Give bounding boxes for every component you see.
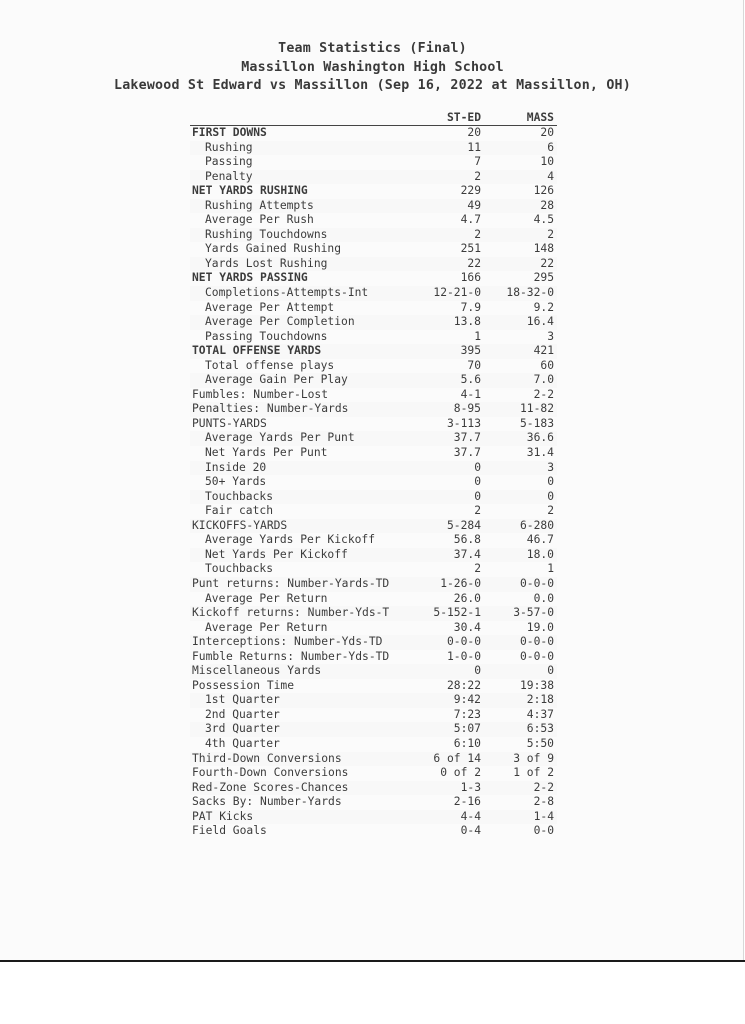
stat-label: Touchbacks bbox=[205, 489, 274, 503]
stat-value-team2: 18-32-0 bbox=[506, 286, 554, 300]
stat-label: KICKOFFS-YARDS bbox=[192, 518, 288, 532]
stat-label: Average Yards Per Punt bbox=[205, 431, 355, 445]
table-row bbox=[190, 577, 557, 592]
stat-value-team1: 49 bbox=[467, 198, 481, 212]
stat-value-team1: 56.8 bbox=[453, 533, 481, 547]
stat-value-team2: 20 bbox=[540, 126, 554, 139]
stat-value-team1: 0 bbox=[474, 664, 481, 678]
stat-value-team2: 22 bbox=[540, 256, 554, 270]
stat-value-team1: 37.7 bbox=[453, 431, 481, 445]
stat-value-team2: 3 bbox=[547, 329, 554, 343]
stat-value-team1: 20 bbox=[467, 126, 481, 139]
stat-value-team2: 295 bbox=[533, 271, 554, 285]
table-row bbox=[190, 810, 557, 825]
stat-value-team2: 4 bbox=[547, 169, 554, 183]
stat-value-team1: 30.4 bbox=[453, 620, 481, 634]
table-row bbox=[190, 184, 557, 199]
stat-value-team1: 1-3 bbox=[460, 780, 481, 794]
table-row bbox=[190, 664, 557, 679]
stat-label: Penalty bbox=[205, 169, 253, 183]
table-row bbox=[190, 795, 557, 810]
stat-value-team2: 1-4 bbox=[533, 809, 554, 823]
stat-value-team1: 0 of 2 bbox=[440, 766, 481, 780]
table-row bbox=[190, 679, 557, 694]
stat-value-team2: 4:37 bbox=[526, 707, 554, 721]
table-row bbox=[190, 548, 557, 563]
table-row bbox=[190, 271, 557, 286]
stat-value-team2: 126 bbox=[533, 184, 554, 198]
stat-label: Rushing bbox=[205, 140, 253, 154]
stat-value-team2: 2-2 bbox=[533, 780, 554, 794]
table-row bbox=[190, 141, 557, 156]
stat-label: Average Per Attempt bbox=[205, 300, 335, 314]
stat-label: NET YARDS RUSHING bbox=[192, 184, 308, 198]
table-row bbox=[190, 155, 557, 170]
table-row bbox=[190, 213, 557, 228]
table-row bbox=[190, 417, 557, 432]
stat-value-team1: 166 bbox=[460, 271, 481, 285]
stat-label: 4th Quarter bbox=[205, 736, 280, 750]
stat-value-team1: 28:22 bbox=[446, 678, 481, 692]
stats-table bbox=[190, 111, 557, 839]
table-row bbox=[190, 359, 557, 374]
stat-value-team1: 1 bbox=[474, 329, 481, 343]
table-row bbox=[190, 519, 557, 534]
table-row bbox=[190, 621, 557, 636]
table-row bbox=[190, 199, 557, 214]
stat-label: TOTAL OFFENSE YARDS bbox=[192, 344, 322, 358]
table-row bbox=[190, 373, 557, 388]
scan-edge-line bbox=[0, 960, 745, 962]
stat-value-team1: 5.6 bbox=[460, 373, 481, 387]
stat-value-team2: 0-0-0 bbox=[519, 649, 554, 663]
stat-value-team2: 0-0-0 bbox=[519, 576, 554, 590]
table-row bbox=[190, 446, 557, 461]
stat-value-team2: 10 bbox=[540, 155, 554, 169]
table-row bbox=[190, 301, 557, 316]
stat-label: Fumbles: Number-Lost bbox=[192, 387, 329, 401]
stat-value-team2: 16.4 bbox=[526, 315, 554, 329]
stat-value-team1: 9:42 bbox=[453, 693, 481, 707]
stat-value-team2: 46.7 bbox=[526, 533, 554, 547]
document-header bbox=[0, 40, 745, 96]
stat-value-team2: 3 of 9 bbox=[513, 751, 554, 765]
stat-label: Penalties: Number-Yards bbox=[192, 402, 349, 416]
stats-rows bbox=[190, 126, 557, 839]
stat-value-team2: 0.0 bbox=[533, 591, 554, 605]
stat-value-team1: 11 bbox=[467, 140, 481, 154]
stat-value-team1: 37.4 bbox=[453, 547, 481, 561]
stat-value-team1: 2 bbox=[474, 562, 481, 576]
stat-value-team2: 7.0 bbox=[533, 373, 554, 387]
table-row bbox=[190, 431, 557, 446]
stat-value-team1: 395 bbox=[460, 344, 481, 358]
stat-value-team2: 11-82 bbox=[519, 402, 554, 416]
table-row bbox=[190, 824, 557, 839]
stat-value-team1: 4-1 bbox=[460, 387, 481, 401]
stat-label: Yards Gained Rushing bbox=[205, 242, 342, 256]
stat-label: Rushing Attempts bbox=[205, 198, 314, 212]
stat-value-team1: 251 bbox=[460, 242, 481, 256]
stat-label: Field Goals bbox=[192, 824, 267, 838]
stat-value-team2: 3-57-0 bbox=[513, 606, 554, 620]
column-team2: MASS bbox=[526, 111, 554, 124]
stat-label: Net Yards Per Kickoff bbox=[205, 547, 348, 561]
stat-value-team1: 13.8 bbox=[453, 315, 481, 329]
table-row bbox=[190, 257, 557, 272]
stat-value-team1: 0 bbox=[474, 460, 481, 474]
stat-value-team2: 2-8 bbox=[533, 795, 554, 809]
stat-label: Yards Lost Rushing bbox=[205, 256, 328, 270]
stat-value-team2: 1 bbox=[547, 562, 554, 576]
stat-label: Rushing Touchdowns bbox=[205, 227, 328, 241]
stat-value-team1: 1-26-0 bbox=[440, 576, 481, 590]
stat-label: Average Per Return bbox=[205, 620, 328, 634]
stat-label: Fourth-Down Conversions bbox=[192, 766, 349, 780]
stat-label: Touchbacks bbox=[205, 562, 274, 576]
table-row bbox=[190, 635, 557, 650]
table-row bbox=[190, 533, 557, 548]
stat-value-team2: 2 bbox=[547, 227, 554, 241]
stat-value-team2: 2 bbox=[547, 504, 554, 518]
table-row bbox=[190, 330, 557, 345]
stat-value-team1: 7:23 bbox=[453, 707, 481, 721]
table-row bbox=[190, 388, 557, 403]
stat-label: Average Yards Per Kickoff bbox=[205, 533, 376, 547]
stat-label: 50+ Yards bbox=[205, 475, 267, 489]
stat-value-team1: 70 bbox=[467, 358, 481, 372]
stat-value-team1: 37.7 bbox=[453, 446, 481, 460]
doc-title: Team Statistics (Final) bbox=[278, 41, 467, 56]
table-row bbox=[190, 170, 557, 185]
stat-value-team2: 421 bbox=[533, 344, 554, 358]
stat-value-team1: 4-4 bbox=[460, 809, 481, 823]
stat-value-team2: 6-280 bbox=[519, 518, 554, 532]
stat-value-team2: 19.0 bbox=[526, 620, 554, 634]
stat-label: Kickoff returns: Number-Yds-T bbox=[192, 606, 390, 620]
table-row bbox=[190, 286, 557, 301]
stat-label: Inside 20 bbox=[205, 460, 267, 474]
table-row bbox=[190, 504, 557, 519]
game-line: Lakewood St Edward vs Massillon (Sep 16, 2022 at Massillon, OH) bbox=[114, 78, 631, 93]
stat-value-team2: 2:18 bbox=[526, 693, 554, 707]
table-row bbox=[190, 490, 557, 505]
stat-label: 3rd Quarter bbox=[205, 722, 280, 736]
stat-value-team1: 229 bbox=[460, 184, 481, 198]
stat-value-team2: 6 bbox=[547, 140, 554, 154]
stat-label: Completions-Attempts-Int bbox=[205, 286, 369, 300]
stat-value-team1: 2 bbox=[474, 169, 481, 183]
stat-label: Average Per Rush bbox=[205, 213, 314, 227]
table-column-header bbox=[190, 111, 557, 126]
stat-value-team2: 2-2 bbox=[533, 387, 554, 401]
table-row bbox=[190, 461, 557, 476]
stat-value-team1: 6 of 14 bbox=[433, 751, 481, 765]
stat-value-team2: 36.6 bbox=[526, 431, 554, 445]
table-row bbox=[190, 242, 557, 257]
stat-value-team1: 5-284 bbox=[446, 518, 481, 532]
table-row bbox=[190, 693, 557, 708]
table-row bbox=[190, 315, 557, 330]
table-row bbox=[190, 722, 557, 737]
stat-label: Red-Zone Scores-Chances bbox=[192, 780, 349, 794]
stat-value-team2: 148 bbox=[533, 242, 554, 256]
table-row bbox=[190, 344, 557, 359]
stat-value-team2: 0 bbox=[547, 664, 554, 678]
stat-value-team1: 5-152-1 bbox=[433, 606, 481, 620]
stat-value-team2: 0 bbox=[547, 475, 554, 489]
stat-value-team1: 2 bbox=[474, 504, 481, 518]
stat-label: Net Yards Per Punt bbox=[205, 446, 328, 460]
stat-value-team2: 0-0-0 bbox=[519, 635, 554, 649]
table-row bbox=[190, 708, 557, 723]
stat-label: Total offense plays bbox=[205, 358, 335, 372]
stat-value-team1: 6:10 bbox=[453, 736, 481, 750]
stat-value-team2: 6:53 bbox=[526, 722, 554, 736]
stat-value-team1: 8-95 bbox=[453, 402, 481, 416]
stat-value-team2: 9.2 bbox=[533, 300, 554, 314]
table-row bbox=[190, 126, 557, 141]
stat-label: PUNTS-YARDS bbox=[192, 416, 267, 430]
stat-label: 2nd Quarter bbox=[205, 707, 280, 721]
stat-value-team1: 0 bbox=[474, 475, 481, 489]
stat-value-team2: 3 bbox=[547, 460, 554, 474]
table-row bbox=[190, 766, 557, 781]
stat-value-team2: 0 bbox=[547, 489, 554, 503]
table-row bbox=[190, 402, 557, 417]
stat-value-team1: 2-16 bbox=[453, 795, 481, 809]
stat-label: PAT Kicks bbox=[192, 809, 254, 823]
table-row bbox=[190, 650, 557, 665]
table-row bbox=[190, 562, 557, 577]
table-row bbox=[190, 228, 557, 243]
stat-label: Passing bbox=[205, 155, 253, 169]
stat-value-team1: 5:07 bbox=[453, 722, 481, 736]
stat-value-team2: 19:38 bbox=[519, 678, 554, 692]
table-row bbox=[190, 752, 557, 767]
stat-label: Interceptions: Number-Yds-TD bbox=[192, 635, 383, 649]
table-row bbox=[190, 606, 557, 621]
stat-label: Fair catch bbox=[205, 504, 274, 518]
table-row bbox=[190, 475, 557, 490]
stat-value-team2: 31.4 bbox=[526, 446, 554, 460]
stat-label: Average Gain Per Play bbox=[205, 373, 348, 387]
stat-label: Average Per Return bbox=[205, 591, 328, 605]
stat-value-team1: 7 bbox=[474, 155, 481, 169]
stat-value-team1: 0 bbox=[474, 489, 481, 503]
stat-value-team2: 18.0 bbox=[526, 547, 554, 561]
school-name: Massillon Washington High School bbox=[241, 59, 504, 75]
stat-label: NET YARDS PASSING bbox=[192, 271, 308, 285]
stat-value-team1: 26.0 bbox=[453, 591, 481, 605]
stat-value-team1: 7.9 bbox=[460, 300, 481, 314]
stat-value-team1: 0-0-0 bbox=[446, 635, 481, 649]
stat-label: Sacks By: Number-Yards bbox=[192, 795, 342, 809]
stat-label: Passing Touchdowns bbox=[205, 329, 328, 343]
stat-label: FIRST DOWNS bbox=[192, 126, 267, 139]
stat-value-team2: 4.5 bbox=[533, 213, 554, 227]
stat-value-team2: 0-0 bbox=[533, 824, 554, 838]
stat-label: Third-Down Conversions bbox=[192, 751, 342, 765]
stat-value-team1: 1-0-0 bbox=[446, 649, 481, 663]
table-row bbox=[190, 781, 557, 796]
column-team1: ST-ED bbox=[446, 111, 481, 124]
stat-value-team1: 22 bbox=[467, 256, 481, 270]
stat-value-team2: 1 of 2 bbox=[513, 766, 554, 780]
stat-value-team1: 3-113 bbox=[446, 416, 481, 430]
stat-label: Possession Time bbox=[192, 678, 295, 692]
stat-label: 1st Quarter bbox=[205, 693, 280, 707]
stat-value-team1: 4.7 bbox=[460, 213, 481, 227]
stat-label: Miscellaneous Yards bbox=[192, 664, 322, 678]
stat-value-team2: 28 bbox=[540, 198, 554, 212]
stat-label: Fumble Returns: Number-Yds-TD bbox=[192, 649, 390, 663]
stat-value-team2: 5-183 bbox=[519, 416, 554, 430]
table-row bbox=[190, 592, 557, 607]
table-row bbox=[190, 737, 557, 752]
stat-value-team2: 60 bbox=[540, 358, 554, 372]
stat-value-team1: 0-4 bbox=[460, 824, 481, 838]
stat-value-team1: 12-21-0 bbox=[433, 286, 481, 300]
stat-value-team2: 5:50 bbox=[526, 736, 554, 750]
stat-label: Average Per Completion bbox=[205, 315, 355, 329]
stat-value-team1: 2 bbox=[474, 227, 481, 241]
stat-label: Punt returns: Number-Yards-TD bbox=[192, 576, 390, 590]
